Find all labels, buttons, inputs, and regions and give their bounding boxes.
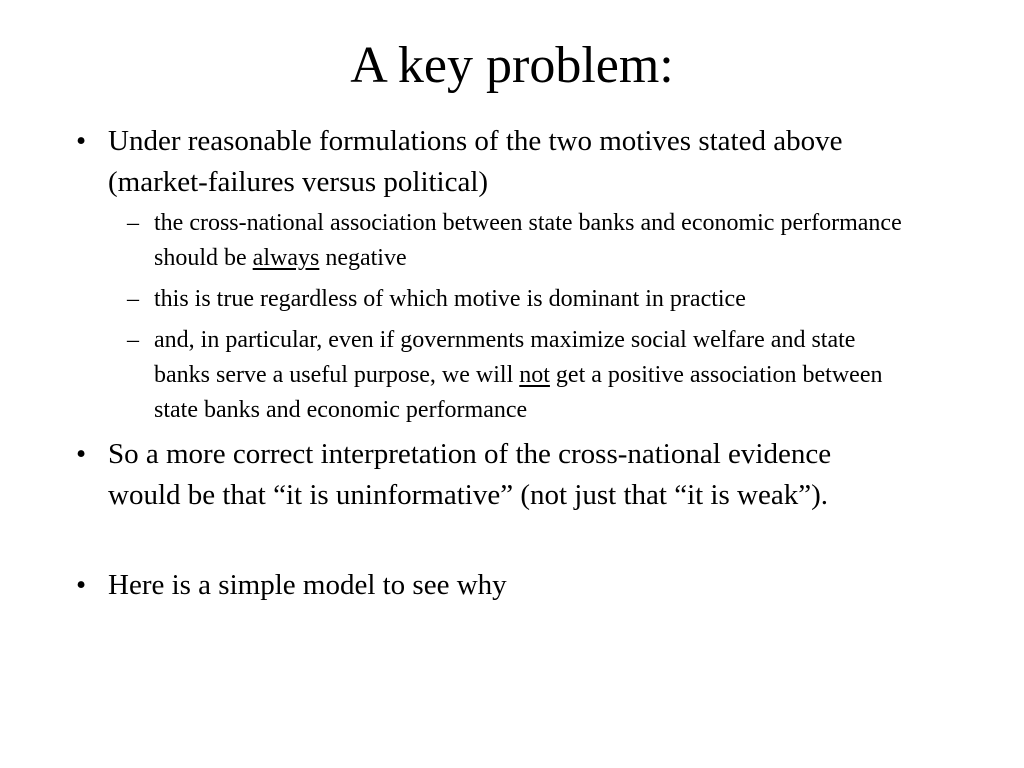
slide-title: A key problem: — [350, 37, 674, 94]
sub-bullet-text-part: get a positive association between state banks and economic performance — [154, 362, 883, 423]
bullet-icon: • — [76, 438, 87, 470]
sub-bullet-text-part: the cross-national association between state banks and economic performance should be — [154, 210, 902, 271]
dash-icon: – — [127, 210, 139, 236]
bullet-text: So a more correct interpretation of the cross-national evidence would be that “it is uninformative” (not just that “it is weak”). — [108, 438, 832, 511]
bullet-icon: • — [76, 569, 87, 601]
underlined-emphasis: not — [519, 362, 550, 388]
bullet-text: Here is a simple model to see why — [108, 569, 507, 601]
sub-bullet-text — [154, 206, 914, 276]
dash-icon: – — [127, 286, 139, 312]
bullet-text: Under reasonable formulations of the two motives stated above (market-failures versus political) — [108, 125, 843, 198]
underlined-emphasis: always — [252, 245, 320, 271]
bullet-icon: • — [76, 125, 87, 157]
sub-bullet-text-part: and, in particular, even if governments maximize social welfare and state banks serve a useful purpose, we will — [154, 327, 856, 388]
sub-bullet-text: this is true regardless of which motive is dominant in practice — [154, 286, 746, 312]
dash-icon: – — [127, 327, 139, 353]
sub-bullet-text-part: negative — [319, 245, 407, 271]
sub-bullet-text — [154, 323, 914, 428]
